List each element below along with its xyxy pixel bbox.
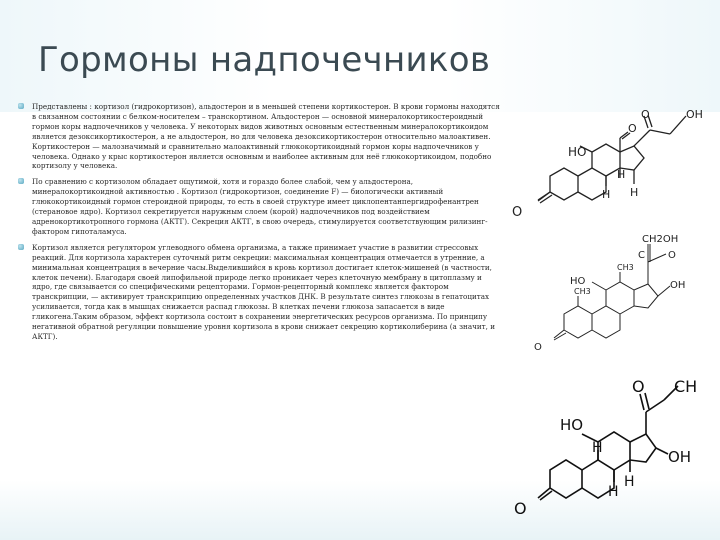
carbonyl-oxygen-label: O [632,377,645,396]
hydrogen-label: H [608,484,619,500]
ketone-oxygen-label: O [534,342,542,353]
steroid-structure-bottom-svg [510,372,710,527]
side-hydroxyl-label: OH [686,108,703,121]
bullet-item [16,177,502,236]
side-chain-ch-label: CH [674,377,698,396]
side-chain-ch2oh-label: CH2OH [642,234,679,245]
hydrogen-label: H [624,474,635,490]
steroid-structure-top-svg [510,104,715,229]
hydroxyl-label: HO [570,276,586,287]
structure-middle [530,230,715,360]
bullet-item [16,102,502,171]
hydrogen-label: H [592,440,603,456]
structure-bottom [510,372,710,527]
methyl-label: CH3 [617,263,634,272]
hydroxyl-label: HO [560,416,584,434]
bullet-list [16,102,502,348]
ketone-oxygen-label: O [512,205,523,220]
bullet-text: Кортизол является регулятором углеводного обмена организма, а также принимает участие в развитии стрессовых реакций. Для кортизола характерен суточный ритм секреции: максимальная концентрация отмечается в утренние, а минимальная концентрация в вечерние часы.Выделившийся в кровь кортизол достигает клеток-мишеней (в частности, клеток печени). Благодаря своей липофильной природе легко проникает через клеточную мембрану в цитоплазму и ядро, где связывается со специфическими рецепторами. Гормон-рецепторный комплекс является фактором транскрипции, — активирует транскрипцию определенных участков ДНК. В результате синтез глюкозы в гепатоцитах усиливается, тогда как в мышцах снижается распад глюкозы. В клетках печени глюкоза запасается в виде гликогена.Таким образом, эффект кортизола состоит в сохранении энергетических ресурсов организма. По принципу негативной обратной регуляции повышение уровня кортизола в крови снижает секрецию кортиколиберина (а значит, и АКТГ). [32,242,495,341]
hydroxyl-label: HO [568,145,587,159]
bullet-text: По сравнению с кортизолом обладает ощутимой, хотя и гораздо более слабой, чем у альдостерона, минералокортикоидной активностью . Кортизол (гидрокортизон, соединение F) — биологически активный глюкокортикоидный гормон стероидной природы, то есть в своей структуре имеет циклопентанпергидрофенантрен (стерановое ядро). Кортизол секретируется наружным слоем (корой) надпочечников под воздействием адренокортикотропного гормона (АКТГ). Секреция АКТГ, в свою очередь, стимулируется соответствующим рилизинг-фактором гипоталамуса. [32,177,488,236]
bullet-icon [18,244,24,250]
bullet-text: Представлены : кортизол (гидрокортизон), альдостерон и в меньшей степени кортикостерон. В крови гормоны находятся в связанном состоянии с белком-носителем – транскортином. Альдостерон — основной минералокортикостероидный гормон коры надпочечников у человека. У некоторых видов животных основным естественным минералокортикоидом является дезоксикортикостерон, а не альдостерон, но для человека дезоксикортикостерон относительно малоактивен. Кортикостерон — малозначимый и сравнительно малоактивный глюкокортикоидный гормон коры надпочечников у человека. Однако у крыс кортикостерон является основным и наиболее активным для неё глюкокортикоидом, подобно кортизолу у человека. [32,102,500,171]
aldehyde-oxygen-label: O [628,122,637,135]
bullet-icon [18,178,24,184]
methyl-label: CH3 [574,287,591,296]
bullet-icon [18,103,24,109]
hydrogen-label: H [602,188,611,201]
carbonyl-oxygen-label: O [668,250,676,261]
hydroxyl-label: OH [670,280,686,291]
hydrogen-label: H [630,186,639,199]
hydrogen-label: H [617,168,626,181]
carbonyl-carbon-label: C [638,250,645,261]
steroid-structure-middle-svg [530,230,715,360]
hydroxyl-label: OH [668,448,692,466]
bullet-item [16,243,502,342]
ketone-oxygen-label: O [514,499,527,518]
slide-title: Гормоны надпочечников [38,40,491,80]
side-oxygen-label: O [641,108,650,121]
structure-top [510,104,715,229]
